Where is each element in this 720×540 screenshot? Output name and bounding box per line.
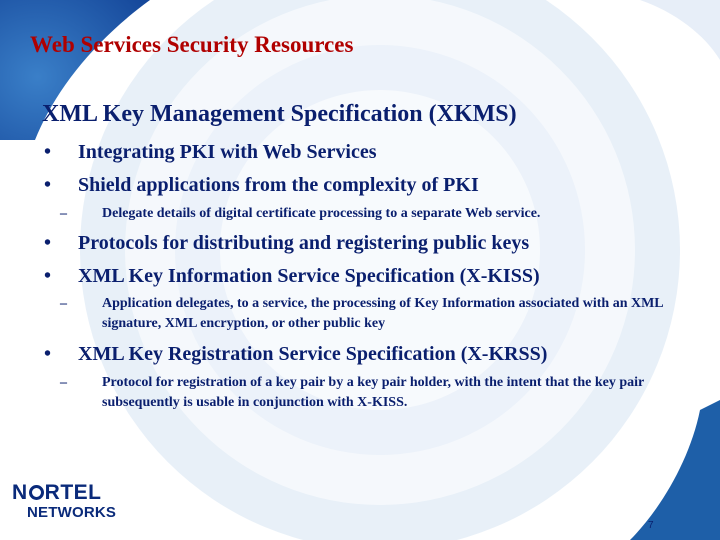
logo-wordmark-bottom: NETWORKS [27, 504, 117, 521]
nortel-networks-logo [12, 483, 116, 523]
sub-bullet-text: Delegate details of digital certificate processing to a separate Web service. [102, 206, 541, 221]
logo-letter-n: N [12, 481, 28, 504]
logo-letters-rtel: RTEL [44, 481, 102, 504]
bullet-marker: • [44, 343, 52, 365]
bullet-text: XML Key Registration Service Specification (X-KRSS) [78, 343, 548, 365]
nortel-globe-icon [29, 485, 44, 500]
section-heading: XML Key Management Specification (XKMS) [42, 101, 517, 127]
sub-bullet-marker: – [60, 296, 67, 311]
logo-wordmark-top [12, 483, 116, 503]
bullet-marker: • [44, 141, 52, 163]
slide-title: Web Services Security Resources [30, 32, 354, 57]
bullet-text: Shield applications from the complexity of PKI [78, 174, 479, 196]
bullet-text: Protocols for distributing and registering public keys [78, 232, 530, 254]
bullet-marker: • [44, 174, 52, 196]
sub-bullet-text: Application delegates, to a service, the processing of Key Information associated with an XML signature, XML encryption, or other public key [102, 296, 663, 331]
sub-bullet-marker: – [60, 375, 67, 390]
bullet-text: XML Key Information Service Specification (X-KISS) [78, 265, 540, 287]
sub-bullet-text: Protocol for registration of a key pair by a key pair holder, with the intent that the key pair subsequently is usable in conjunction with X-KISS. [102, 375, 644, 410]
page-number: 7 [648, 520, 654, 531]
bullet-marker: • [44, 265, 52, 287]
sub-bullet-marker: – [60, 206, 67, 221]
bullet-marker: • [44, 232, 52, 254]
bullet-text: Integrating PKI with Web Services [78, 141, 377, 163]
